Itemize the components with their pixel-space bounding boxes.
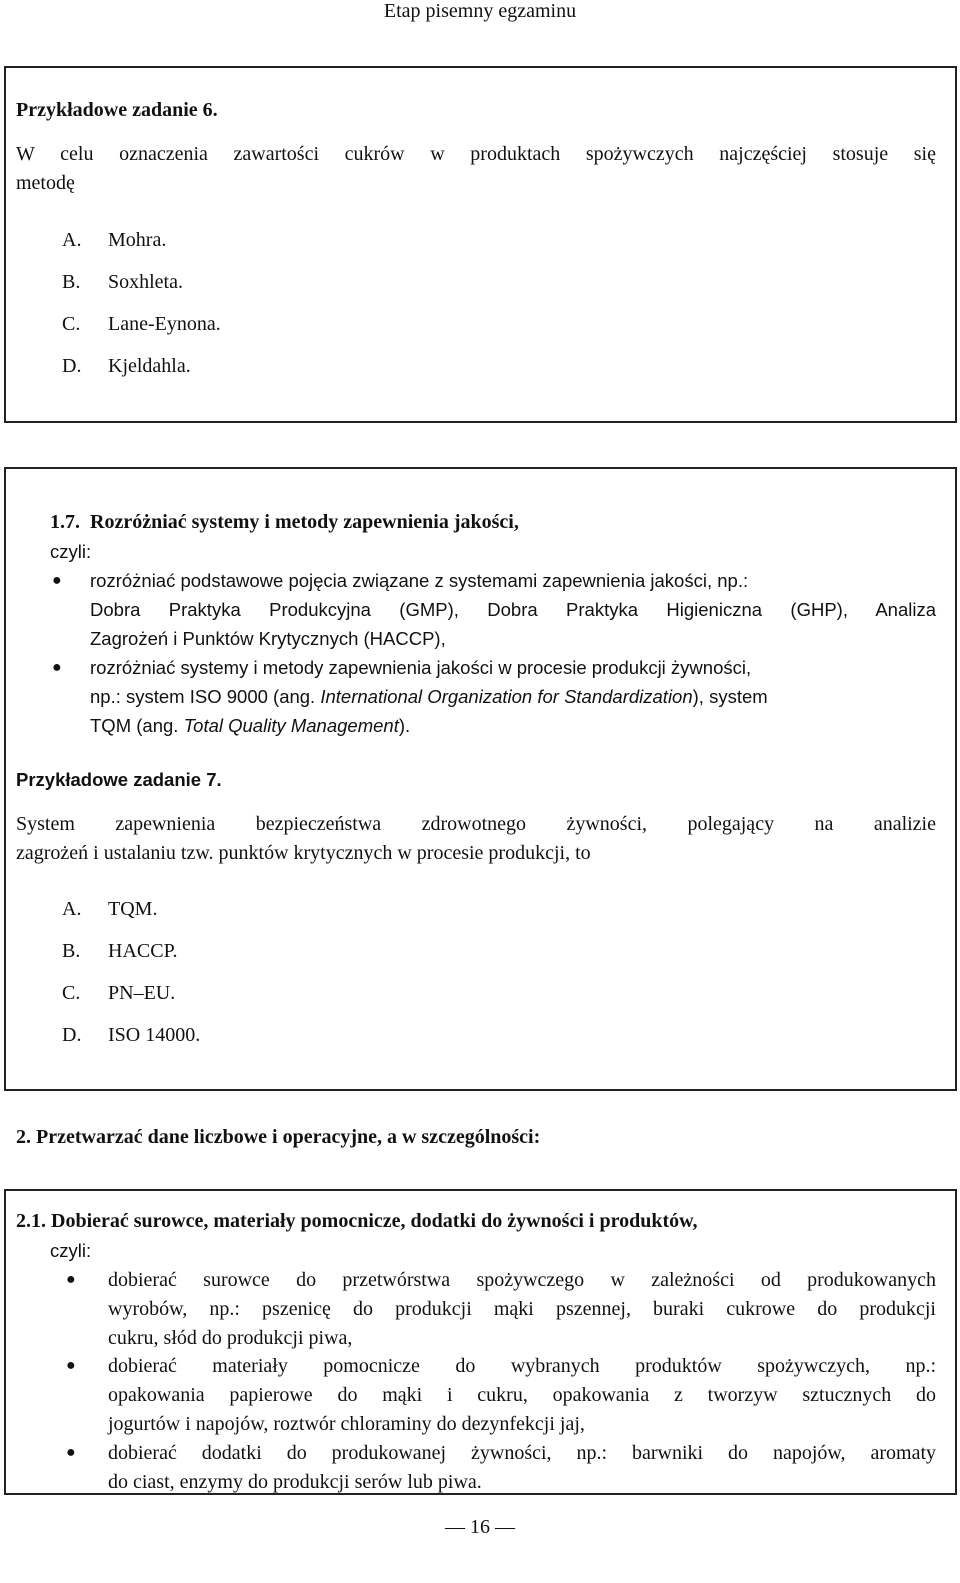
bullet-icon: ● [52, 572, 62, 589]
bullet-icon: ● [66, 1444, 76, 1461]
s21-bullet-1-line-3: cukru, słód do produkcji piwa, [108, 1327, 353, 1349]
task-7-answer-d: D. ISO 14000. [62, 1024, 201, 1046]
czyli-label: czyli: [50, 1240, 92, 1261]
task-7-answer-a: A. TQM. [62, 898, 158, 920]
bullet-1-line-1: rozróżniać podstawowe pojęcia związane z systemami zapewnienia jakości, np.: [90, 570, 749, 591]
s21-bullet-3-line-1: dobierać dodatki do produkowanej żywności, np.: barwniki do napojów, aromaty [108, 1442, 936, 1464]
s21-bullet-1-line-1: dobierać surowce do przetwórstwa spożywczego w zależności od produkowanych [108, 1269, 936, 1291]
s21-bullet-1-line-2: wyrobów, np.: pszenicę do produkcji mąki pszennej, buraki cukrowe do produkcji [108, 1298, 936, 1320]
bullet-1-line-3: Zagrożeń i Punktów Krytycznych (HACCP), [90, 628, 446, 649]
page-number: — 16 — [445, 1516, 515, 1538]
task-6-title: Przykładowe zadanie 6. [16, 99, 218, 121]
task-6-answer-c: C. Lane-Eynona. [62, 313, 221, 335]
section-2-1-heading: 2.1. Dobierać surowce, materiały pomocnicze, dodatki do żywności i produktów, [16, 1210, 698, 1232]
bullet-icon: ● [66, 1271, 76, 1288]
section-title: Rozróżniać systemy i metody zapewnienia jakości, [90, 511, 519, 533]
task-7-answer-c: C. PN–EU. [62, 982, 176, 1004]
task-7-title: Przykładowe zadanie 7. [16, 769, 222, 790]
section-2-heading: 2. Przetwarzać dane liczbowe i operacyjne, a w szczególności: [16, 1126, 541, 1148]
bullet-2-line-2: np.: system ISO 9000 (ang. International Organization for Standardization), system [90, 686, 768, 707]
s21-bullet-2-line-2: opakowania papierowe do mąki i cukru, opakowania z tworzyw sztucznych do [108, 1384, 936, 1406]
task-6-question-line-1: W celu oznaczenia zawartości cukrów w produktach spożywczych najczęściej stosuje się [16, 143, 936, 165]
section-1-7-heading [50, 510, 519, 534]
page-header: Etap pisemny egzaminu [383, 0, 577, 22]
czyli-label: czyli: [50, 541, 92, 562]
bullet-2-line-3: TQM (ang. Total Quality Management). [90, 715, 411, 736]
task-6-answer-a: A. Mohra. [62, 229, 167, 251]
task-7-answer-b: B. HACCP. [62, 940, 178, 962]
bullet-icon: ● [66, 1357, 76, 1374]
task-6-answer-b: B. Soxhleta. [62, 271, 183, 293]
task-7-question-line-1: System zapewnienia bezpieczeństwa zdrowotnego żywności, polegający na analizie [16, 813, 936, 835]
task-6-answer-d: D. Kjeldahla. [62, 355, 191, 377]
task-6-question-line-2: metodę [16, 172, 75, 194]
s21-bullet-2-line-3: jogurtów i napojów, roztwór chloraminy do dezynfekcji jaj, [108, 1413, 585, 1435]
s21-bullet-3-line-2: do ciast, enzymy do produkcji serów lub piwa. [108, 1471, 482, 1493]
s21-bullet-2-line-1: dobierać materiały pomocnicze do wybranych produktów spożywczych, np.: [108, 1355, 936, 1377]
bullet-1-line-2: Dobra Praktyka Produkcyjna (GMP), Dobra Praktyka Higieniczna (GHP), Analiza [90, 599, 936, 620]
section-number: 1.7. [50, 511, 80, 533]
bullet-icon: ● [52, 659, 62, 676]
task-7-question-line-2: zagrożeń i ustalaniu tzw. punktów krytycznych w procesie produkcji, to [16, 842, 591, 864]
bullet-2-line-1: rozróżniać systemy i metody zapewnienia jakości w procesie produkcji żywności, [90, 657, 752, 678]
